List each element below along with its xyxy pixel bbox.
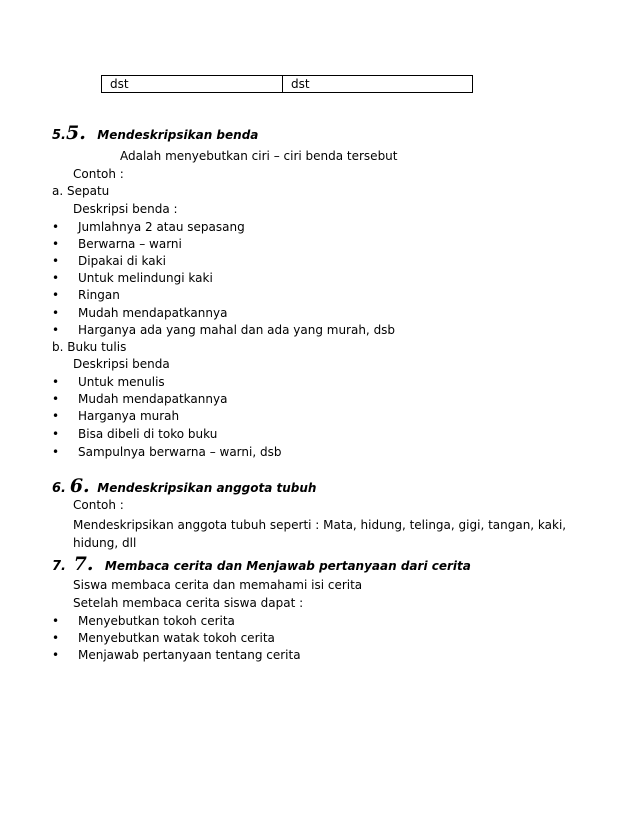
section-5-number: 5. — [65, 122, 86, 144]
list-item-text: Untuk melindungi kaki — [78, 271, 213, 285]
section-6-number: 6. — [69, 475, 90, 497]
list-item-text: Untuk menulis — [78, 375, 165, 389]
section-7-number: 7. — [73, 553, 94, 575]
bullet-icon: • — [52, 445, 60, 459]
section-5-contoh: Contoh : — [73, 167, 124, 181]
bullet-icon: • — [52, 288, 60, 302]
section-7-line2: Setelah membaca cerita siswa dapat : — [73, 596, 304, 610]
list-item-text: Mudah mendapatkannya — [78, 306, 228, 320]
list-item-text: Mudah mendapatkannya — [78, 392, 228, 406]
sub-a-desc: Deskripsi benda : — [73, 202, 178, 216]
section-6-contoh: Contoh : — [73, 498, 124, 512]
section-5-prefix: 5. — [52, 128, 66, 143]
section-6-heading — [52, 475, 317, 497]
table-cell-1: dst — [102, 76, 283, 93]
section-7-line1: Siswa membaca cerita dan memahami isi cerita — [73, 578, 363, 592]
bullet-icon: • — [52, 271, 60, 285]
section-5-definition: Adalah menyebutkan ciri – ciri benda tersebut — [120, 149, 398, 163]
section-7-prefix: 7. — [52, 559, 66, 574]
bullet-icon: • — [52, 375, 60, 389]
sub-b-desc: Deskripsi benda — [73, 357, 170, 371]
continuation-table — [101, 75, 473, 93]
bullet-icon: • — [52, 631, 60, 645]
bullet-icon: • — [52, 392, 60, 406]
section-6-line1: Mendeskripsikan anggota tubuh seperti : Mata, hidung, telinga, gigi, tangan, kaki, — [73, 518, 567, 532]
list-item-text: Menyebutkan watak tokoh cerita — [78, 631, 275, 645]
list-item-text: Menjawab pertanyaan tentang cerita — [78, 648, 301, 662]
section-6-prefix: 6. — [52, 481, 66, 496]
sub-a-label: a. Sepatu — [52, 184, 110, 198]
bullet-icon: • — [52, 323, 60, 337]
list-item-text: Harganya murah — [78, 409, 180, 423]
bullet-icon: • — [52, 409, 60, 423]
list-item-text: Harganya ada yang mahal dan ada yang murah, dsb — [78, 323, 396, 337]
bullet-icon: • — [52, 427, 60, 441]
section-5-heading — [52, 122, 259, 144]
list-item-text: Jumlahnya 2 atau sepasang — [78, 220, 245, 234]
list-item-text: Berwarna – warni — [78, 237, 182, 251]
bullet-icon: • — [52, 306, 60, 320]
table-row — [102, 76, 473, 93]
sub-b-label: b. Buku tulis — [52, 340, 127, 354]
bullet-icon: • — [52, 648, 60, 662]
bullet-icon: • — [52, 614, 60, 628]
section-5-title: Mendeskripsikan benda — [97, 128, 259, 142]
bullet-icon: • — [52, 220, 60, 234]
section-7-title: Membaca cerita dan Menjawab pertanyaan dari cerita — [104, 559, 471, 573]
list-item-text: Menyebutkan tokoh cerita — [78, 614, 235, 628]
list-item-text: Dipakai di kaki — [78, 254, 166, 268]
section-7-heading — [52, 553, 471, 575]
section-6-title: Mendeskripsikan anggota tubuh — [97, 481, 317, 495]
list-item-text: Bisa dibeli di toko buku — [78, 427, 218, 441]
section-6-line2: hidung, dll — [73, 536, 137, 550]
bullet-icon: • — [52, 254, 60, 268]
bullet-icon: • — [52, 237, 60, 251]
list-item-text: Sampulnya berwarna – warni, dsb — [78, 445, 282, 459]
list-item-text: Ringan — [78, 288, 120, 302]
table-cell-2: dst — [283, 76, 473, 93]
